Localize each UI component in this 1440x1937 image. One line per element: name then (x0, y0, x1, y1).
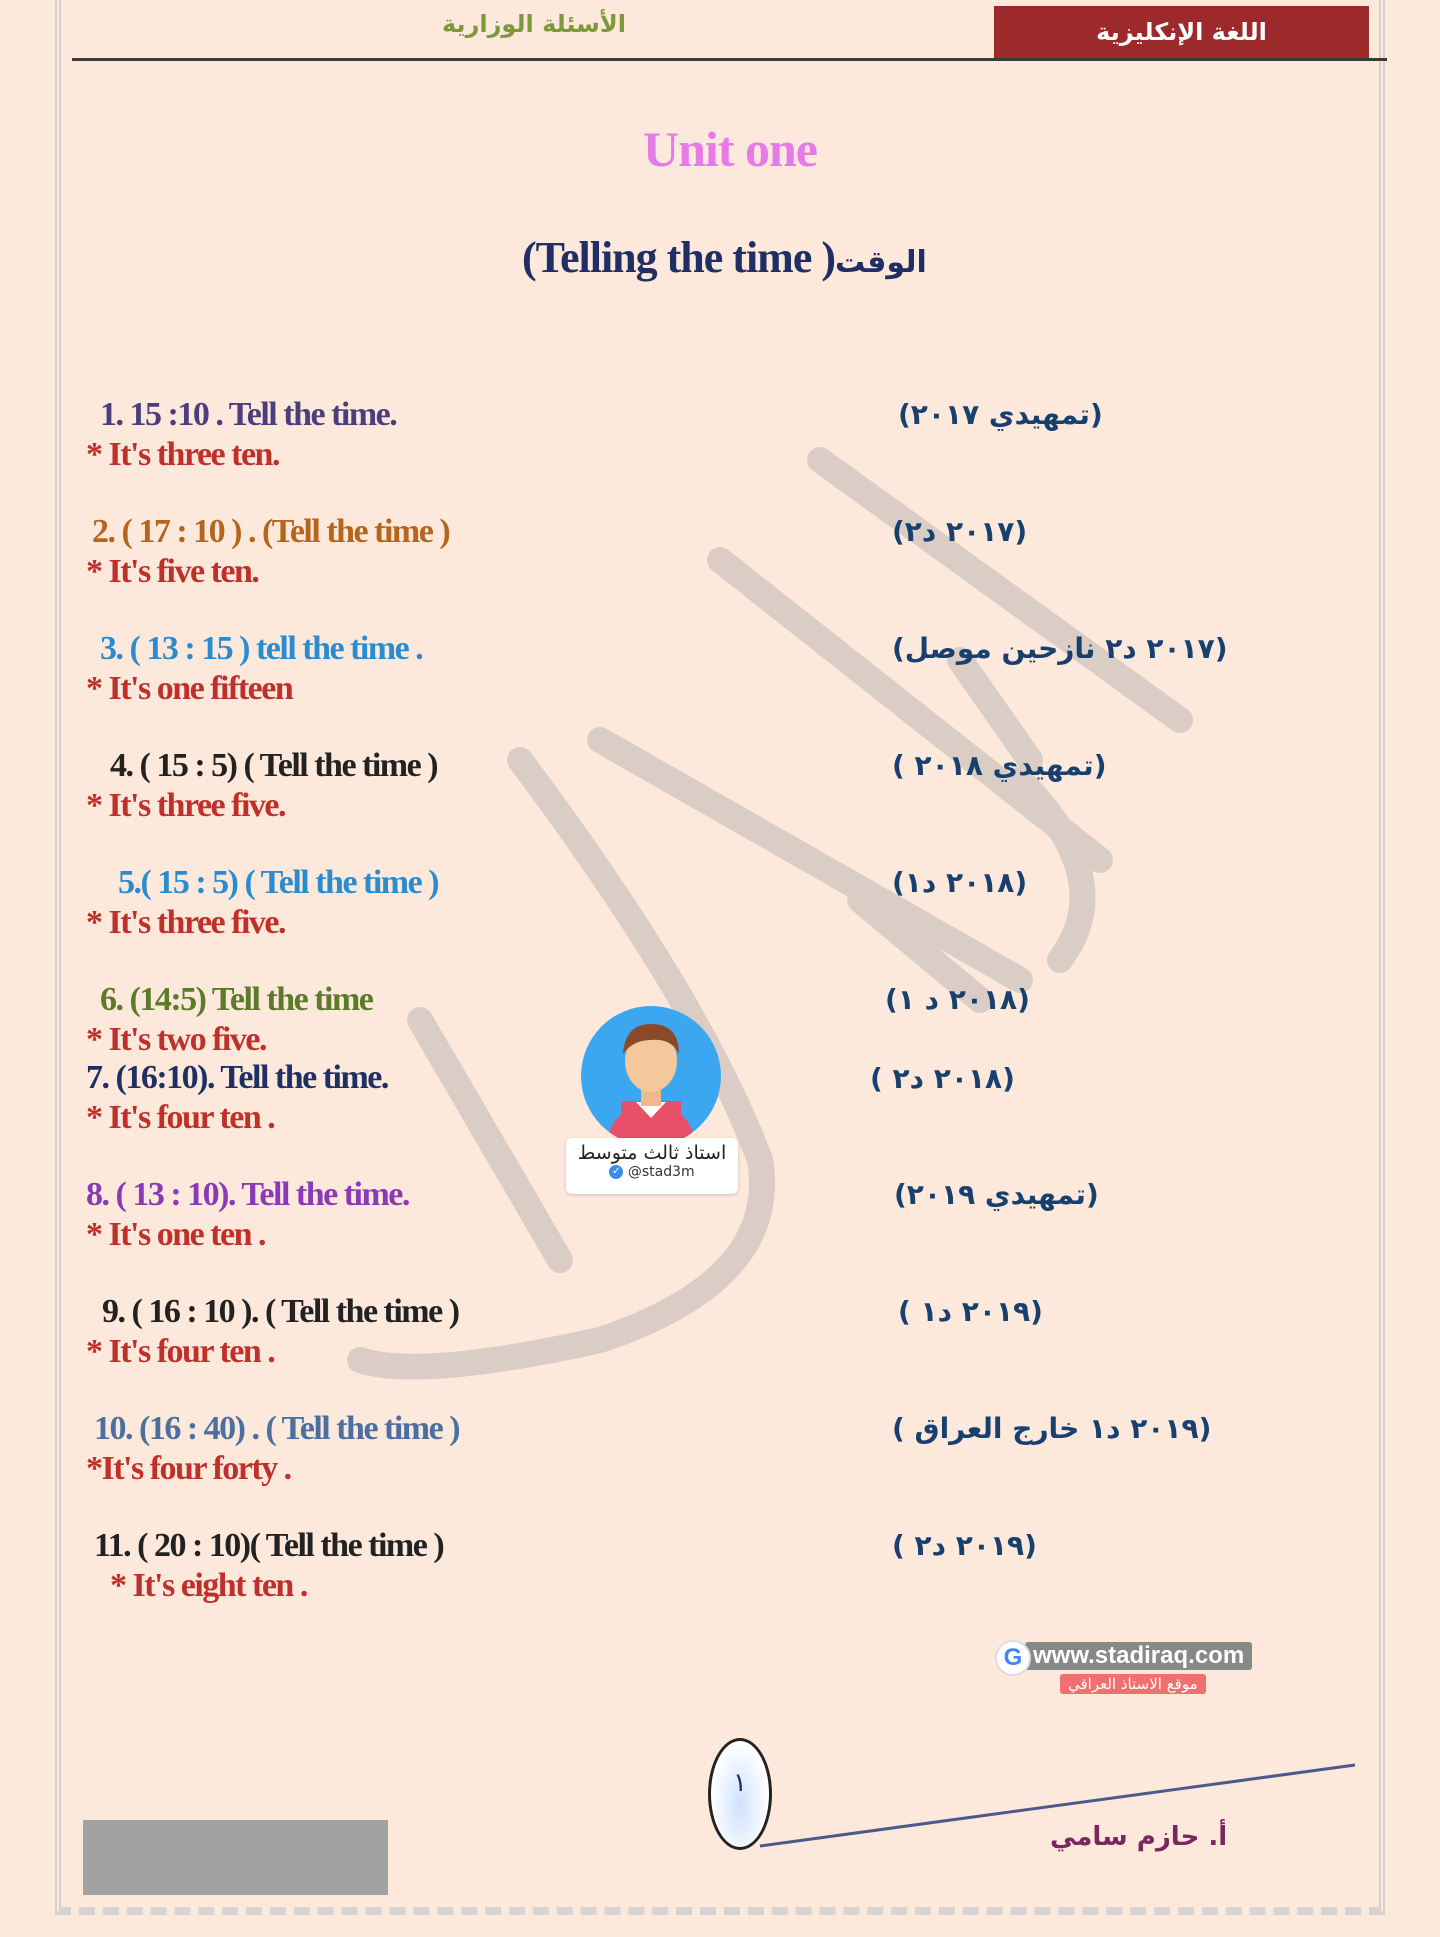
source-3: (٢٠١٧ د٢ نازحين موصل) (892, 632, 1228, 665)
question-11: 11. ( 20 : 10)( Tell the time ) (94, 1527, 444, 1564)
question-7: 7. (16:10). Tell the time. (86, 1059, 388, 1096)
source-10: (٢٠١٩ د١ خارج العراق ) (892, 1412, 1212, 1445)
answer-2: * It's five ten. (86, 553, 259, 590)
question-8: 8. ( 13 : 10). Tell the time. (86, 1176, 409, 1213)
site-url[interactable]: www.stadiraq.com (1025, 1642, 1252, 1670)
source-5: (٢٠١٨ د١) (892, 866, 1028, 899)
answer-8: * It's one ten . (86, 1216, 266, 1253)
source-11: (٢٠١٩ د٢ ) (892, 1529, 1037, 1562)
badge-title: استاذ ثالث متوسط (577, 1142, 727, 1164)
answer-7: * It's four ten . (86, 1099, 275, 1136)
answer-4: * It's three five. (86, 787, 285, 824)
source-1: (تمهيدي ٢٠١٧) (898, 398, 1103, 431)
question-1: 1. 15 :10 . Tell the time. (100, 396, 397, 433)
answer-6: * It's two five. (86, 1021, 266, 1058)
site-tagline: موقع الاستاذ العراقي (1060, 1674, 1206, 1694)
question-4: 4. ( 15 : 5) ( Tell the time ) (110, 747, 438, 784)
answer-9: * It's four ten . (86, 1333, 275, 1370)
badge-handle-text: @stad3m (627, 1164, 695, 1180)
footer-grey-box (83, 1820, 388, 1895)
verified-icon: ✓ (609, 1165, 623, 1179)
source-6: (٢٠١٨ د ١) (885, 983, 1030, 1016)
source-9: (٢٠١٩ د١ ) (898, 1295, 1043, 1328)
question-5: 5.( 15 : 5) ( Tell the time ) (118, 864, 439, 901)
question-2: 2. ( 17 : 10 ) . (Tell the time ) (92, 513, 450, 550)
answer-11: * It's eight ten . (110, 1567, 307, 1604)
google-icon: G (995, 1640, 1031, 1676)
subtitle-arabic: الوقت (835, 245, 927, 280)
author-name: أ. حازم سامي (1050, 1822, 1228, 1852)
question-10: 10. (16 : 40) . ( Tell the time ) (94, 1410, 460, 1447)
answer-1: * It's three ten. (86, 436, 279, 473)
answer-5: * It's three five. (86, 904, 285, 941)
source-4: (تمهيدي ٢٠١٨ ) (892, 749, 1107, 782)
unit-title: Unit one (643, 121, 817, 177)
header-ministerial-questions: الأسئلة الوزارية (442, 10, 626, 38)
source-2: (٢٠١٧ د٢) (892, 515, 1028, 548)
header-subject-label: اللغة الإنكليزية (994, 6, 1369, 58)
question-9: 9. ( 16 : 10 ). ( Tell the time ) (102, 1293, 459, 1330)
source-7: (٢٠١٨ د٢ ) (870, 1062, 1015, 1095)
question-3: 3. ( 13 : 15 ) tell the time . (100, 630, 423, 667)
subtitle-english: (Telling the time ) (522, 233, 835, 282)
question-6: 6. (14:5) Tell the time (100, 981, 373, 1018)
answer-3: * It's one fifteen (86, 670, 293, 707)
page-number: ١ (733, 1768, 747, 1798)
answer-10: *It's four forty . (86, 1450, 291, 1487)
source-8: (تمهيدي ٢٠١٩) (894, 1178, 1099, 1211)
